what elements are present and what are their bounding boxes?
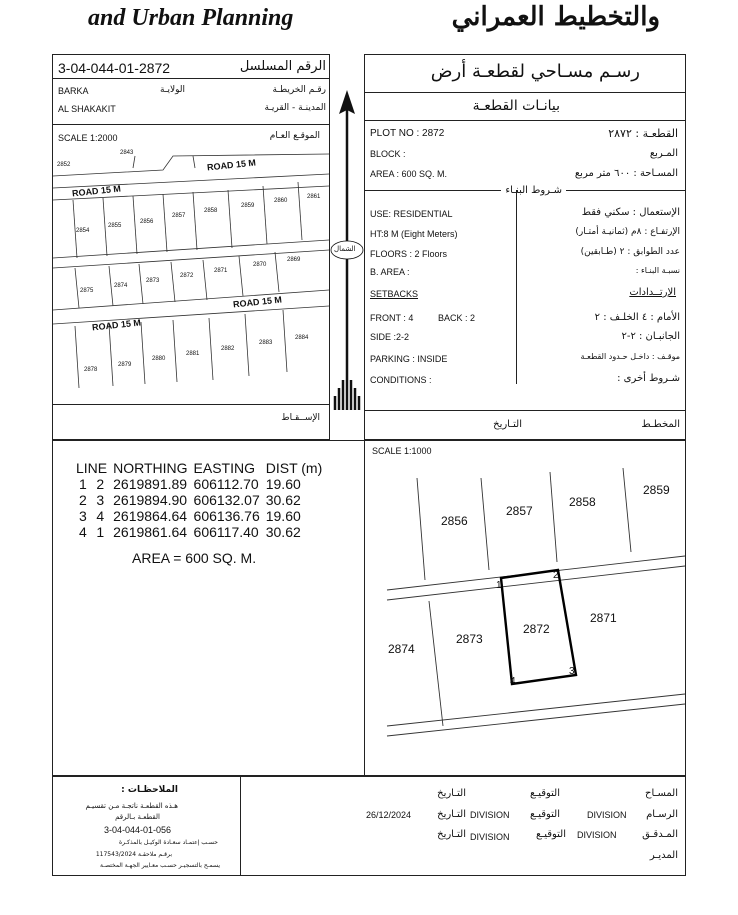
- plot-number-ar: القطعـة : ٢٨٧٢: [608, 127, 678, 140]
- map-plot-label: 2873: [146, 278, 160, 284]
- parking: PARKING : INSIDE: [370, 354, 448, 364]
- detail-plot-label: 2874: [388, 642, 415, 656]
- wilayat-value: BARKA: [58, 86, 89, 96]
- corner-label: 4: [510, 676, 516, 687]
- table-row: [73, 476, 325, 492]
- detail-plot-label: 2871: [590, 611, 617, 625]
- note-reference: 3-04-044-01-056: [104, 825, 172, 835]
- note-line: هـذه القطعـة ناتجـة مـن تقسيـم: [85, 802, 178, 810]
- signature-label: التوقيـع: [529, 788, 560, 799]
- line-from: 1: [79, 476, 87, 492]
- note-line: يسمـح بالتسجيـر حسـب معـايير الجهـة المختصـة: [99, 862, 220, 869]
- road-label: ROAD 15 M: [232, 294, 283, 310]
- line-to: 4: [96, 508, 105, 524]
- map-plot-label: 2857: [172, 213, 186, 219]
- village-value: AL SHAKAKIT: [58, 104, 116, 114]
- northing-value: 2619891.89: [113, 476, 188, 492]
- map-plot-label: 2871: [214, 268, 228, 274]
- distance-value: 19.60: [265, 476, 301, 492]
- back-setback: BACK : 2: [438, 313, 476, 323]
- division-label: DIVISION: [470, 832, 510, 842]
- northing-value: 2619864.64: [113, 508, 188, 524]
- approval-date: 26/12/2024: [366, 810, 412, 820]
- line-from: 3: [79, 508, 87, 524]
- plot-number: PLOT NO : 2872: [370, 128, 445, 139]
- checker-label: المـدقـق: [642, 829, 678, 840]
- distance-value: 30.62: [265, 492, 301, 508]
- note-line: القطعـة بـالرقم: [115, 813, 160, 821]
- corner-label: 2: [553, 570, 559, 581]
- column-header: EASTING: [193, 460, 256, 476]
- northing-value: 2619861.64: [113, 524, 188, 540]
- line-to: 2: [96, 476, 105, 492]
- column-header: DIST (m): [265, 460, 323, 476]
- planner-label: المخطـط: [641, 419, 680, 430]
- draftsman-label: الرسـام: [646, 809, 678, 820]
- detail-plot-label: 2858: [569, 495, 596, 509]
- conditions: CONDITIONS :: [370, 375, 432, 385]
- easting-value: 606136.76: [193, 508, 260, 524]
- total-area: AREA = 600 SQ. M.: [132, 550, 257, 566]
- header-title-en: and Urban Planning: [88, 5, 294, 31]
- signature-label: التوقيـع: [529, 809, 560, 820]
- map-no-label: رقـم الخريطـة: [272, 85, 326, 95]
- plot-data-heading: بيانـات القطعـة: [472, 98, 560, 114]
- setbacks-heading-ar: الإرتــدادات: [629, 287, 676, 298]
- easting-value: 606132.07: [193, 492, 260, 508]
- director-label: المديـر: [649, 850, 678, 861]
- map-plot-label: 2852: [57, 162, 71, 168]
- road-label: ROAD 15 M: [71, 183, 122, 199]
- map-plot-label: 2855: [108, 223, 122, 229]
- conditions-ar: شـروط أخرى :: [617, 373, 680, 384]
- line-to: 3: [96, 492, 105, 508]
- distance-value: 30.62: [265, 524, 301, 540]
- floors: FLOORS : 2 Floors: [370, 249, 448, 259]
- map-plot-label: 2843: [120, 150, 134, 156]
- road-label: ROAD 15 M: [206, 157, 257, 173]
- table-row: [73, 492, 325, 508]
- map-plot-label: 2869: [287, 257, 301, 263]
- easting-value: 606117.40: [193, 524, 259, 540]
- date-label: التـاريخ: [437, 829, 466, 840]
- distance-value: 19.60: [265, 508, 301, 524]
- block-ar: المـربع: [649, 148, 678, 159]
- map-plot-label: 2859: [241, 203, 255, 209]
- line-from: 2: [79, 492, 87, 508]
- building-area: B. AREA :: [370, 267, 410, 277]
- map-plot-label: 2860: [274, 198, 288, 204]
- projection-label: الإســقـاط: [281, 413, 320, 423]
- side-setback: SIDE :2-2: [370, 332, 410, 342]
- detail-scale: SCALE 1:1000: [372, 446, 432, 456]
- table-header-row: [73, 460, 325, 476]
- map-plot-label: 2879: [118, 362, 132, 368]
- road-label: ROAD 15 M: [91, 317, 142, 333]
- map-plot-label: 2884: [295, 335, 309, 341]
- map-plot-label: 2870: [253, 262, 267, 268]
- front-setback: FRONT : 4: [370, 313, 414, 323]
- map-plot-label: 2856: [140, 219, 154, 225]
- map-plot-label: 2880: [152, 356, 166, 362]
- side-setback-ar: الجانبـان : ٢-٢: [621, 331, 680, 342]
- map-plot-label: 2875: [80, 288, 94, 294]
- line-to: 1: [96, 524, 105, 540]
- location-scale: SCALE 1:2000: [58, 133, 118, 143]
- front-back-setback-ar: الأمام : ٤ الخلـف : ٢: [594, 312, 680, 323]
- table-row: [73, 508, 325, 524]
- detail-plot-label: 2873: [456, 632, 483, 646]
- serial-number: 3-04-044-01-2872: [58, 60, 171, 76]
- parking-ar: موقـف : داخـل حـدود القطعـة: [580, 352, 680, 361]
- document-title: رسـم مسـاحي لقطعـة أرض: [430, 61, 640, 82]
- detail-plot-label: 2856: [441, 514, 468, 528]
- map-plot-label: 2874: [114, 283, 128, 289]
- line-from: 4: [79, 524, 87, 540]
- corner-label: 3: [569, 666, 575, 677]
- map-plot-label: 2883: [259, 340, 273, 346]
- north-arrow-icon: [330, 90, 366, 430]
- land-use-ar: الإستعمال : سكني فقط: [581, 207, 680, 218]
- north-label: الشمال: [334, 245, 356, 253]
- general-location-label: الموقـع العـام: [269, 131, 320, 141]
- column-header: LINE: [76, 460, 108, 476]
- map-plot-label: 2882: [221, 346, 235, 352]
- column-header: NORTHING: [113, 460, 188, 476]
- map-plot-label: 2878: [84, 367, 98, 373]
- division-label: DIVISION: [587, 810, 627, 820]
- detail-plot-label: 2859: [643, 483, 670, 497]
- signature-label: التوقيـع: [535, 829, 566, 840]
- land-use: USE: RESIDENTIAL: [370, 209, 453, 219]
- block: BLOCK :: [370, 149, 406, 159]
- floors-ar: عدد الطوابق : ٢ (طـابقين): [580, 247, 680, 257]
- height: HT:8 M (Eight Meters): [370, 229, 458, 239]
- serial-label: الرقم المسلسل: [239, 59, 326, 74]
- note-line: برقـم ملاحقـة 117543/2024: [95, 851, 172, 858]
- corner-label: 1: [496, 580, 502, 591]
- header-title-ar: والتخطيط العمراني: [451, 2, 660, 32]
- building-conditions-heading: شـروط البنـاء: [501, 186, 566, 196]
- table-row: [73, 524, 325, 540]
- planner-date-label: التـاريخ: [493, 419, 522, 430]
- date-label: التـاريخ: [437, 788, 466, 799]
- notes-title: الملاحظـات :: [121, 785, 178, 795]
- building-area-ar: نسبـة البنـاء :: [635, 266, 680, 275]
- plot-area: AREA : 600 SQ. M.: [370, 169, 448, 179]
- division-label: DIVISION: [577, 830, 617, 840]
- date-label: التـاريخ: [437, 809, 466, 820]
- subject-plot-label: 2872: [523, 622, 550, 636]
- coordinate-table: [73, 460, 325, 540]
- detail-plot-label: 2857: [506, 504, 533, 518]
- wilayat-label: الولايـة: [160, 85, 185, 95]
- note-line: حسـب إعتمـاد سعـادة الوكيـل بالمذكـرة: [118, 839, 218, 846]
- setbacks-heading: SETBACKS: [370, 289, 419, 299]
- map-plot-label: 2881: [186, 351, 200, 357]
- village-label: المدينـة - القريـة: [264, 103, 326, 113]
- map-plot-label: 2854: [76, 228, 90, 234]
- northing-value: 2619894.90: [113, 492, 188, 508]
- map-plot-label: 2858: [204, 208, 218, 214]
- plot-area-ar: المسـاحة : ٦٠٠ متر مربع: [574, 168, 678, 179]
- easting-value: 606112.70: [193, 476, 259, 492]
- height-ar: الإرتفـاع : ٨م (ثمانيـة أمتـار): [575, 227, 680, 237]
- division-label: DIVISION: [470, 810, 510, 820]
- surveyor-label: المسـاح: [645, 788, 678, 799]
- map-plot-label: 2861: [307, 194, 321, 200]
- map-plot-label: 2872: [180, 273, 194, 279]
